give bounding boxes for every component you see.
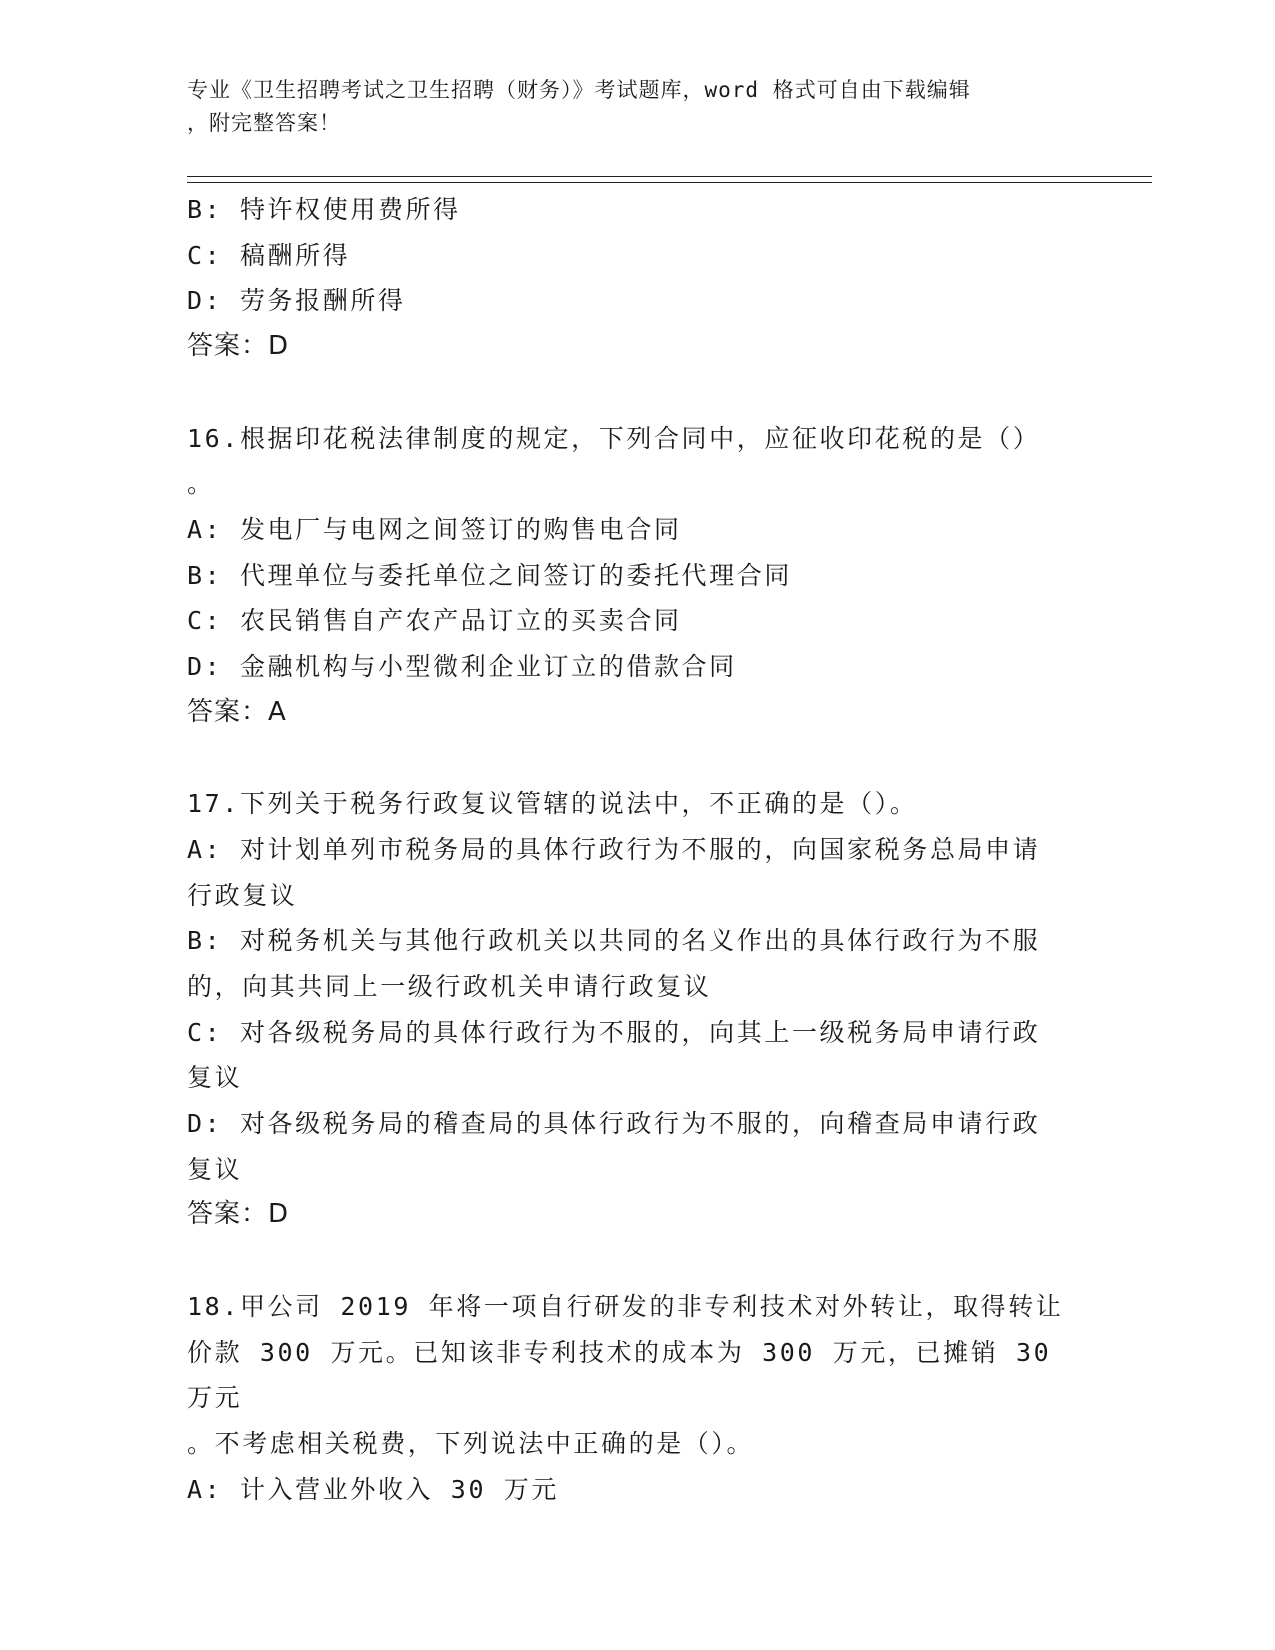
q17-option-c-line-1: C: 对各级税务局的具体行政行为不服的，向其上一级税务局申请行政 xyxy=(187,1017,1041,1047)
q17-option-b-line-2: 的，向其共同上一级行政机关申请行政复议 xyxy=(187,971,712,1001)
question-spacer xyxy=(187,735,1077,781)
q16-stem-line-1: 16.根据印花税法律制度的规定，下列合同中，应征收印花税的是（） xyxy=(187,423,1041,453)
header-line-2: ，附完整答案！ xyxy=(187,111,341,135)
q15-option-b: B: 特许权使用费所得 xyxy=(187,195,461,224)
q17-option-d-line-1: D: 对各级税务局的稽查局的具体行政行为不服的，向稽查局申请行政 xyxy=(187,1109,1041,1139)
q17-stem: 17.下列关于税务行政复议管辖的说法中，不正确的是（）。 xyxy=(187,789,918,819)
q18-option-a: A: 计入营业外收入 30 万元 xyxy=(187,1474,559,1504)
q17-option-a-line-2: 行政复议 xyxy=(187,880,298,910)
q17-option-b-line-1: B: 对税务机关与其他行政机关以共同的名义作出的具体行政行为不服 xyxy=(187,926,1041,956)
q15-option-d: D: 劳务报酬所得 xyxy=(187,286,406,316)
header-divider-bottom xyxy=(187,182,1152,183)
question-body xyxy=(187,187,1077,1512)
header-line-1: 专业《卫生招聘考试之卫生招聘（财务）》考试题库，word 格式可自由下载编辑 xyxy=(187,78,971,102)
q16-option-b: B: 代理单位与委托单位之间签订的委托代理合同 xyxy=(187,560,792,590)
q15-option-c: C: 稿酬所得 xyxy=(187,240,351,270)
document-header xyxy=(187,74,1087,140)
q15-answer: 答案：D xyxy=(187,331,290,362)
q17-answer: 答案：D xyxy=(187,1199,290,1230)
q16-stem-line-2: 。 xyxy=(187,469,215,499)
q17-option-c-line-2: 复议 xyxy=(187,1063,243,1093)
q18-stem-line-3: 。不考虑相关税费，下列说法中正确的是（）。 xyxy=(187,1428,755,1458)
q16-answer: 答案：A xyxy=(187,696,287,727)
question-spacer xyxy=(187,1238,1077,1284)
q17-option-d-line-2: 复议 xyxy=(187,1154,243,1184)
question-spacer xyxy=(187,370,1077,416)
q17-option-a-line-1: A: 对计划单列市税务局的具体行政行为不服的，向国家税务总局申请 xyxy=(187,834,1041,864)
q16-option-d: D: 金融机构与小型微利企业订立的借款合同 xyxy=(187,652,737,682)
q16-option-c: C: 农民销售自产农产品订立的买卖合同 xyxy=(187,606,682,636)
q18-stem-line-1: 18.甲公司 2019 年将一项自行研发的非专利技术对外转让，取得转让 xyxy=(187,1291,1064,1321)
q18-stem-line-2: 价款 300 万元。已知该非专利技术的成本为 300 万元，已摊销 30 万元 xyxy=(187,1337,1052,1413)
q16-option-a: A: 发电厂与电网之间签订的购售电合同 xyxy=(187,514,682,544)
header-divider-top xyxy=(187,176,1152,177)
